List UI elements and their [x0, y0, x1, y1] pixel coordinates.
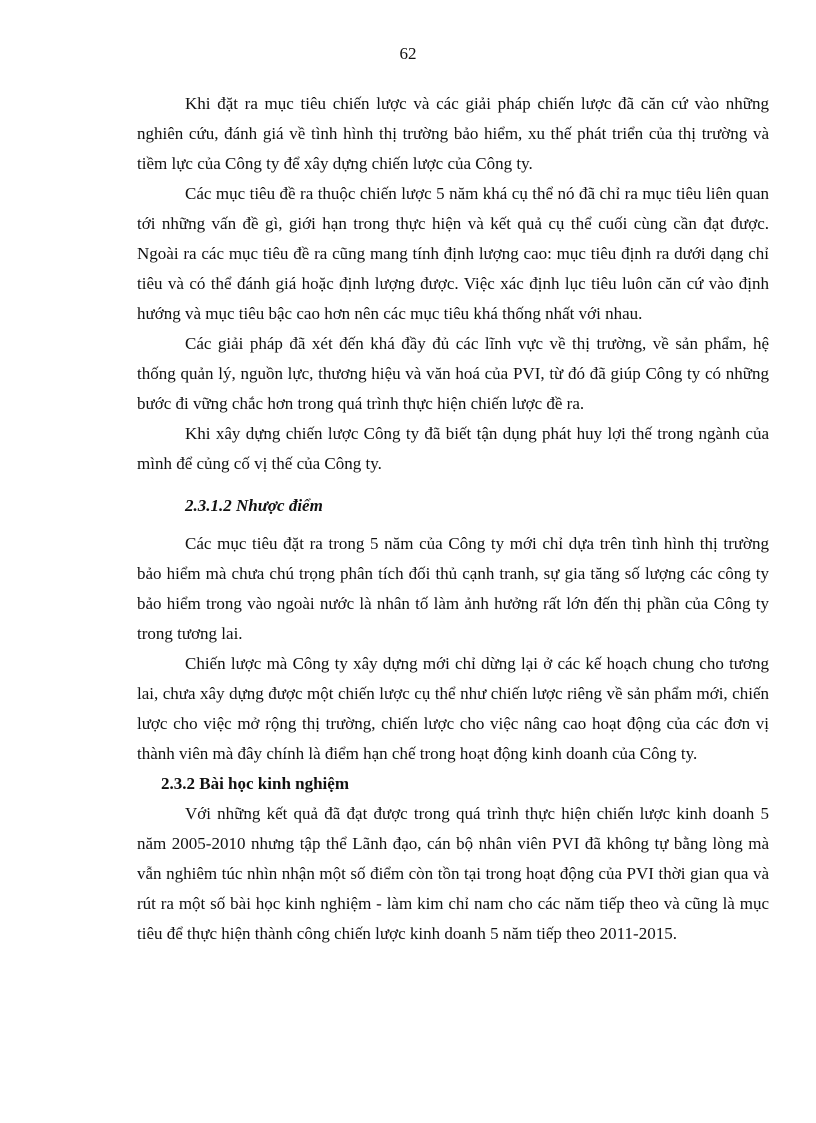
page-number: 62: [399, 44, 417, 63]
paragraph: Chiến lược mà Công ty xây dựng mới chỉ dừng lại ở các kế hoạch chung cho tương lai, chưa xây dựng được một chiến lược cụ thể như chiến lược riêng về sản phẩm mới, chiến lược cho việc mở rộng thị trường, chiến lược cho việc nâng cao hoạt động của các đơn vị thành viên mà đây chính là điểm hạn chế trong hoạt động kinh doanh của Công ty.: [137, 654, 769, 763]
paragraph: Khi đặt ra mục tiêu chiến lược và các giải pháp chiến lược đã căn cứ vào những nghiên cứu, đánh giá về tình hình thị trường bảo hiểm, xu thế phát triển của thị trường và tiềm lực của Công ty để xây dựng chiến lược của Công ty.: [137, 94, 769, 173]
section-heading: 2.3.2 Bài học kinh nghiệm: [161, 774, 349, 793]
document-body: [137, 89, 769, 949]
paragraph: Khi xây dựng chiến lược Công ty đã biết tận dụng phát huy lợi thế trong ngành của mình để củng cố vị thế của Công ty.: [137, 424, 769, 473]
paragraph: Các mục tiêu đề ra thuộc chiến lược 5 năm khá cụ thể nó đã chỉ ra mục tiêu liên quan tới những vấn đề gì, giới hạn trong thực hiện và kết quả cụ thể cuối cùng cần đạt được. Ngoài ra các mục tiêu đề ra cũng mang tính định lượng cao: mục tiêu định ra dưới dạng chỉ tiêu và có thể đánh giá hoặc định lượng được. Việc xác định lục tiêu luôn căn cứ vào định hướng và mục tiêu bậc cao hơn nên các mục tiêu khá thống nhất với nhau.: [137, 184, 769, 323]
paragraph: Các mục tiêu đặt ra trong 5 năm của Công ty mới chỉ dựa trên tình hình thị trường bảo hiểm mà chưa chú trọng phân tích đối thủ cạnh tranh, sự gia tăng số lượng các công ty bảo hiểm trong vào ngoài nước là nhân tố làm ảnh hưởng rất lớn đến thị phần của Công ty trong tương lai.: [137, 534, 769, 643]
paragraph: Các giải pháp đã xét đến khá đầy đủ các lĩnh vực về thị trường, về sản phẩm, hệ thống quản lý, nguồn lực, thương hiệu và văn hoá của PVI, từ đó đã giúp Công ty có những bước đi vững chắc hơn trong quá trình thực hiện chiến lược đề ra.: [137, 334, 769, 413]
paragraph: Với những kết quả đã đạt được trong quá trình thực hiện chiến lược kinh doanh 5 năm 2005-2010 nhưng tập thể Lãnh đạo, cán bộ nhân viên PVI đã không tự bằng lòng mà vẫn nghiêm túc nhìn nhận một số điểm còn tồn tại trong hoạt động của PVI thời gian qua và rút ra một số bài học kinh nghiệm - làm kim chỉ nam cho các năm tiếp theo và cũng là mục tiêu để thực hiện thành công chiến lược kinh doanh 5 năm tiếp theo 2011-2015.: [137, 804, 769, 943]
section-subheading: 2.3.1.2 Nhược điểm: [185, 496, 323, 515]
